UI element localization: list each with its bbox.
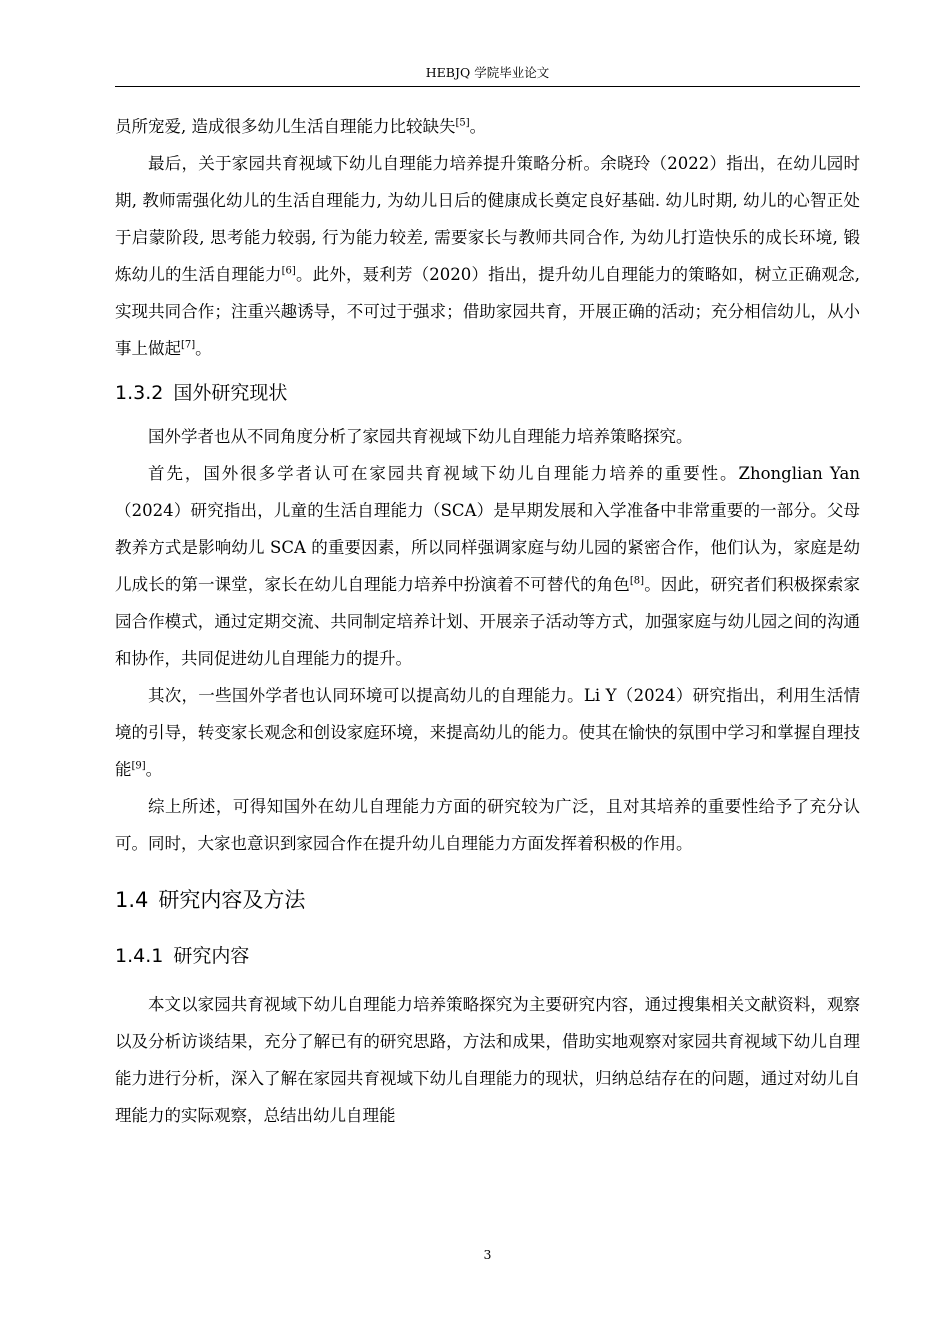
citation-marker: [7] (181, 339, 196, 351)
running-header: HEBJQ 学院毕业论文 (425, 65, 550, 80)
page-number: 3 (483, 1247, 492, 1262)
section-heading-1-3-2 (115, 381, 860, 405)
section-number: 1.4 (115, 888, 149, 912)
citation-marker: [8] (629, 575, 645, 587)
section-title: 国外研究现状 (173, 382, 288, 404)
paragraph-text: 首先，国外很多学者认可在家园共育视域下幼儿自理能力培养的重要性。Zhonglian Yan（2024）研究指出，儿童的生活自理能力（SCA）是早期发展和入学准备中非常重要的一部分。父母教养方式是影响幼儿 SCA 的重要因素，所以同样强调家庭与幼儿园的紧密合作，他们认为，家庭是幼儿成长的第一课堂，家长在幼儿自理能力培养中扮演着不可替代的角色 (115, 464, 860, 594)
paragraph-continuation (115, 108, 860, 145)
section-number: 1.4.1 (115, 945, 164, 967)
paragraph-text: 本文以家园共育视域下幼儿自理能力培养策略探究为主要研究内容，通过搜集相关文献资料，观察以及分析访谈结果，充分了解已有的研究思路，方法和成果，借助实地观察对家园共育视域下幼儿自理能力进行分析，深入了解在家园共育视域下幼儿自理能力的现状，归纳总结存在的问题，通过对幼儿自理能力的实际观察，总结出幼儿自理能 (115, 995, 860, 1125)
citation-marker: [5] (455, 117, 470, 129)
header-rule (115, 86, 860, 87)
paragraph-text-tail: 。 (469, 117, 487, 136)
paragraph-text: 最后，关于家园共育视域下幼儿自理能力培养提升策略分析。余晓玲（2022）指出，在幼儿园时期, 教师需强化幼儿的生活自理能力, 为幼儿日后的健康成长奠定良好基础. 幼儿时期, 幼儿的心智正处于启蒙阶段, 思考能力较弱, 行为能力较差, 需要家长与教师共同合作, 为幼儿打造快乐的成长环境, 锻炼幼儿的生活自理能力 (115, 154, 860, 284)
paragraph-text: 国外学者也从不同角度分析了家园共育视域下幼儿自理能力培养策略探究。 (148, 427, 693, 446)
paragraph-foreign-intro (115, 418, 860, 455)
section-title: 研究内容 (173, 945, 250, 967)
paragraph-text: 。因此，研究者们积极探索家园合作模式，通过定期交流、共同制定培养计划、开展亲子活动等方式，加强家庭与幼儿园之间的沟通和协作，共同促进幼儿自理能力的提升。 (115, 575, 861, 668)
paragraph-text: 其次，一些国外学者也认同环境可以提高幼儿的自理能力。Li Y（2024）研究指出，利用生活情境的引导，转变家长观念和创设家庭环境，来提高幼儿的能力。使其在愉快的氛围中学习和掌握自理技能 (115, 686, 860, 779)
section-number: 1.3.2 (115, 382, 164, 404)
paragraph-research-content (115, 986, 860, 1134)
paragraph-foreign-first (115, 455, 860, 677)
paragraph-text: 。此外，聂利芳（2020）指出，提升幼儿自理能力的策略如，树立正确观念, 实现共同合作；注重兴趣诱导，不可过于强求；借助家园共育，开展正确的活动；充分相信幼儿，从小事上做起 (115, 265, 860, 358)
paragraph-text: 综上所述，可得知国外在幼儿自理能力方面的研究较为广泛，且对其培养的重要性给予了充分认可。同时，大家也意识到家园合作在提升幼儿自理能力方面发挥着积极的作用。 (115, 797, 860, 853)
paragraph-foreign-second (115, 677, 860, 788)
citation-marker: [9] (131, 760, 146, 772)
paragraph-text: 员所宠爱, 造成很多幼儿生活自理能力比较缺失 (115, 117, 456, 136)
section-heading-1-4 (115, 886, 860, 914)
section-title: 研究内容及方法 (158, 888, 306, 912)
paragraph-foreign-summary (115, 788, 860, 862)
citation-marker: [6] (281, 265, 296, 277)
paragraph-text-tail: 。 (195, 339, 212, 358)
paragraph-domestic-strategies (115, 145, 860, 367)
section-heading-1-4-1 (115, 944, 860, 968)
paragraph-text-tail: 。 (145, 760, 163, 779)
document-body (115, 108, 860, 1134)
